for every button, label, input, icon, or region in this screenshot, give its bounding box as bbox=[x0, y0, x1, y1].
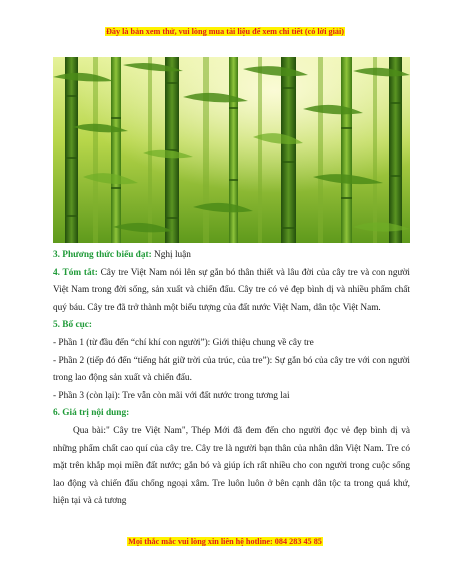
preview-notice-banner bbox=[0, 27, 450, 36]
layout-part-3: - Phần 3 (còn lại): Tre vẫn còn mãi với đất nước trong tương lai bbox=[53, 390, 290, 401]
summary-heading: 4. Tóm tắt: bbox=[53, 267, 98, 278]
summary-paragraph bbox=[53, 265, 410, 318]
layout-heading: 5. Bố cục: bbox=[53, 320, 92, 331]
content-heading: 6. Giá trị nội dung: bbox=[53, 408, 130, 419]
layout-part-2: - Phần 2 (tiếp đó đến “tiếng hát giữ trời của trúc, của tre”): Sự gắn bó của cây tre với con người trong lao động sản xuất và chiến đấu. bbox=[53, 355, 410, 384]
hotline-banner bbox=[0, 537, 450, 546]
preview-notice-text: Đây là bản xem thử, vui lòng mua tài liệu để xem chi tiết (có lời giải) bbox=[105, 27, 344, 36]
document-body bbox=[53, 247, 410, 511]
bamboo-forest-photo bbox=[53, 57, 410, 243]
hotline-text: Mọi thắc mắc vui lòng xin liên hệ hotline: 084 283 45 85 bbox=[128, 537, 322, 546]
method-paragraph bbox=[53, 247, 410, 265]
method-text: Nghị luận bbox=[151, 250, 191, 260]
content-paragraph: Qua bài:" Cây tre Việt Nam", Thép Mới đã đem đến cho người đọc vẻ đẹp bình dị và những phẩm chất cao quí của cây tre. Cây tre là người bạn thân của nhân dân Việt Nam. Tre có mặt trên khắp mọi miền đất nước; gắn bó và giúp ích rất nhiều cho con người trong cuộc sống lao động và chiến đấu chống ngoại xâm. Tre luôn luôn ở bên cạnh dân tộc ta trong quá khứ, hiện tại và cả tương bbox=[53, 425, 410, 507]
bamboo-forest-icon bbox=[53, 57, 410, 243]
summary-text: Cây tre Việt Nam nói lên sự gắn bó thân thiết và lâu đời của cây tre và con người Việt Nam trong đời sống, sản xuất và chiến đấu. Cây tre có vẻ đẹp bình dị và nhiều phẩm chất quý báu. Cây tre đã trở thành một biểu tượng của đất nước Việt Nam, dân tộc Việt Nam. bbox=[53, 267, 411, 313]
method-heading: 3. Phương thức biểu đạt: bbox=[53, 250, 152, 260]
layout-part-1: - Phần 1 (từ đầu đến “chí khí con người”): Giới thiệu chung về cây tre bbox=[53, 337, 314, 348]
